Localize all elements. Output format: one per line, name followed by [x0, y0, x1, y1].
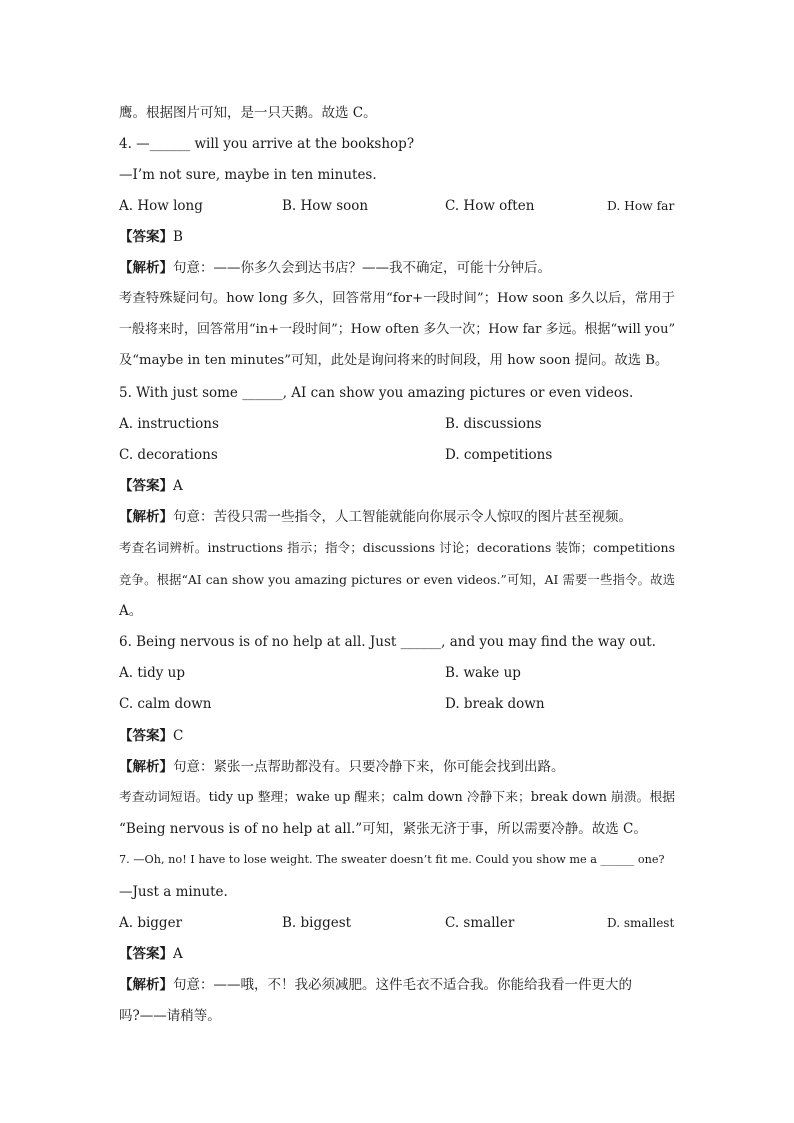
answer-line: [119, 943, 675, 965]
question-4-reply: —I’m not sure, maybe in ten minutes.: [119, 167, 377, 183]
answer-value: C: [173, 728, 184, 744]
answer-value: B: [173, 229, 183, 245]
analysis-tag: 【解析】: [119, 759, 173, 775]
answer-tag: 【答案】: [119, 946, 173, 962]
option-b: B. How soon: [282, 198, 369, 214]
option-b: B. biggest: [282, 915, 352, 931]
question-6-options-row-2: [119, 693, 675, 715]
question-7-reply: —Just a minute.: [119, 884, 228, 900]
option-d: D. How far: [607, 199, 675, 213]
option-a: A. instructions: [119, 416, 219, 432]
answer-value: A: [173, 478, 183, 494]
text-line: 竞争。根据“AI can show you amazing pictures or even videos.”可知，AI 需要一些指令。故选: [119, 573, 675, 587]
analysis-text: 句意：——哦，不！我必须减肥。这件毛衣不适合我。你能给我看一件更大的: [173, 977, 632, 993]
option-a: A. tidy up: [119, 665, 185, 681]
analysis-tag: 【解析】: [119, 260, 173, 276]
question-7-options: [119, 912, 675, 934]
text-line: 及“maybe in ten minutes”可知，此处是询问将来的时间段，用 how soon 提问。故选 B。: [119, 353, 669, 368]
question-6-stem: 6. Being nervous is of no help at all. Just ______, and you may find the way out.: [119, 634, 656, 650]
text-line: 一般将来时，回答常用“in+一段时间”；How often 多久一次；How far 多远。根据“will you”: [119, 322, 675, 337]
text-line: 考查特殊疑问句。how long 多久，回答常用“for+一段时间”；How soon 多久以后，常用于: [119, 291, 675, 306]
question-4-stem: 4. —______ will you arrive at the bookshop?: [119, 136, 415, 152]
option-b: B. discussions: [445, 416, 542, 432]
analysis-text: 句意：紧张一点帮助都没有。只要冷静下来，你可能会找到出路。: [173, 759, 565, 775]
question-5-options-row-2: [119, 444, 675, 466]
option-d: D. competitions: [445, 447, 553, 463]
answer-tag: 【答案】: [119, 478, 173, 494]
option-c: C. How often: [445, 198, 535, 214]
option-d: D. smallest: [607, 916, 675, 930]
question-5-stem: 5. With just some ______, AI can show you amazing pictures or even videos.: [119, 385, 634, 401]
question-5-options-row-1: [119, 413, 675, 435]
question-6-options-row-1: [119, 662, 675, 684]
option-b: B. wake up: [445, 665, 521, 681]
text-line: A。: [119, 603, 143, 619]
analysis-line: [119, 974, 675, 996]
option-a: A. How long: [119, 198, 203, 214]
analysis-tag: 【解析】: [119, 509, 173, 525]
text-line: 吗?——请稍等。: [119, 1008, 221, 1024]
answer-line: [119, 226, 675, 248]
text-line: 鹰。根据图片可知，是一只天鹅。故选 C。: [119, 105, 377, 121]
analysis-line: [119, 506, 675, 528]
answer-tag: 【答案】: [119, 728, 173, 744]
question-7-stem: 7. —Oh, no! I have to lose weight. The sweater doesn’t fit me. Could you show me a ______ one?: [119, 853, 665, 866]
question-4-options: [119, 195, 675, 217]
analysis-text: 句意：——你多久会到达书店？——我不确定，可能十分钟后。: [173, 260, 551, 276]
option-a: A. bigger: [119, 915, 183, 931]
text-line: 考查动词短语。tidy up 整理；wake up 醒来；calm down 冷静下来；break down 崩溃。根据: [119, 790, 675, 805]
analysis-line: [119, 756, 675, 778]
text-line: “Being nervous is of no help at all.”可知，紧张无济于事，所以需要冷静。故选 C。: [119, 821, 647, 837]
answer-value: A: [173, 946, 183, 962]
analysis-tag: 【解析】: [119, 977, 173, 993]
answer-line: [119, 725, 675, 747]
option-c: C. smaller: [445, 915, 515, 931]
analysis-text: 句意：苦役只需一些指令，人工智能就能向你展示令人惊叹的图片甚至视频。: [173, 509, 632, 525]
option-c: C. decorations: [119, 447, 218, 463]
answer-line: [119, 475, 675, 497]
text-line: 考查名词辨析。instructions 指示；指令；discussions 讨论；decorations 装饰；competitions: [119, 540, 675, 555]
option-d: D. break down: [445, 696, 545, 712]
option-c: C. calm down: [119, 696, 212, 712]
analysis-line: [119, 257, 675, 279]
answer-tag: 【答案】: [119, 229, 173, 245]
